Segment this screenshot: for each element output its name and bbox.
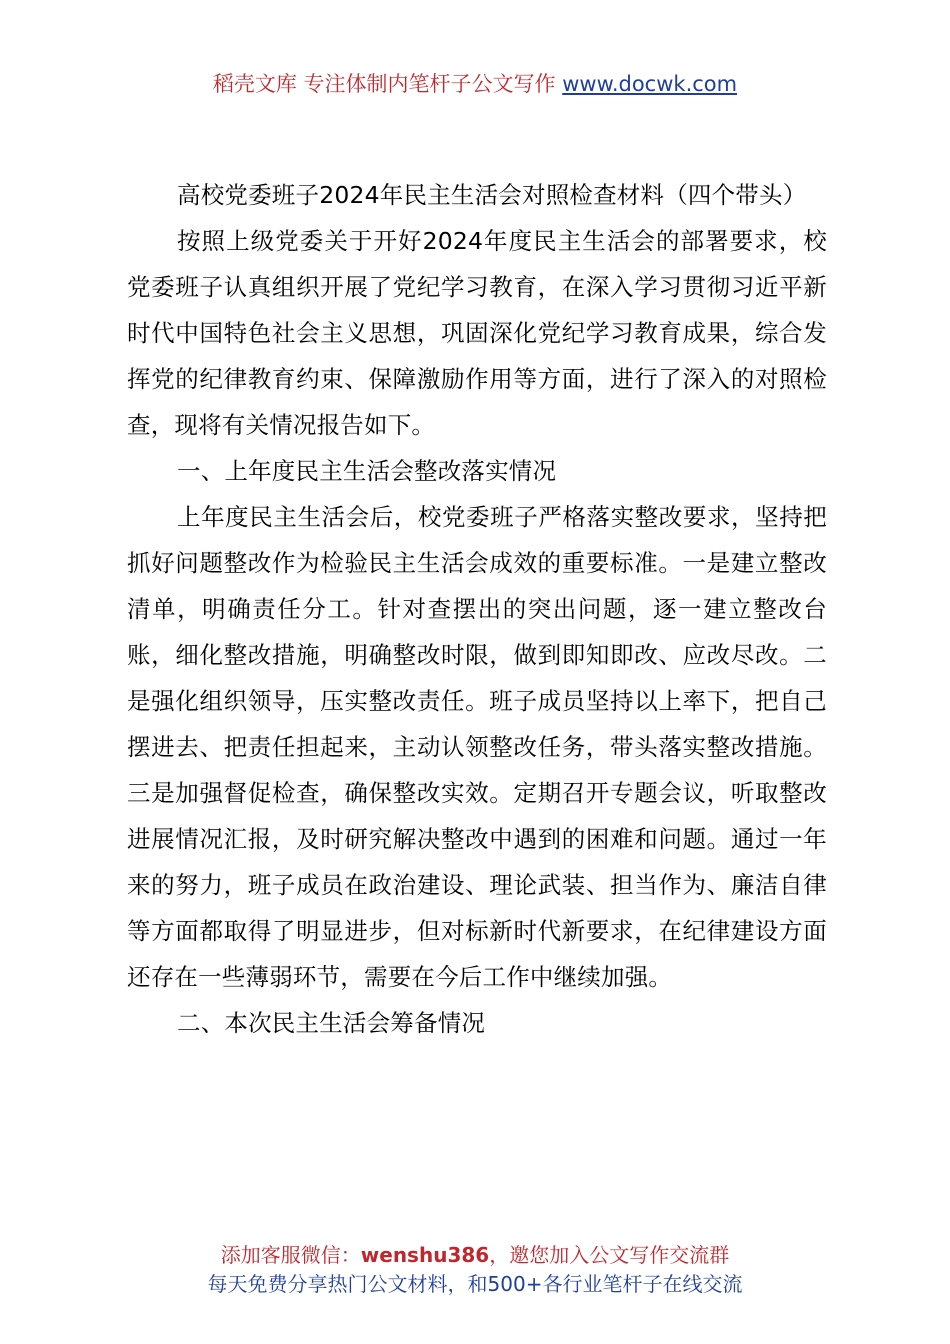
document-title: 高校党委班子2024年民主生活会对照检查材料（四个带头）	[177, 181, 807, 209]
footer-banner	[0, 1241, 950, 1299]
section-1-paragraph: 上年度民主生活会后，校党委班子严格落实整改要求，坚持把抓好问题整改作为检验民主生活会成效的重要标准。一是建立整改清单，明确责任分工。针对查摆出的突出问题，逐一建立整改台账，细化整改措施，明确整改时限，做到即知即改、应改尽改。二是强化组织领导，压实整改责任。班子成员坚持以上率下，把自己摆进去、把责任担起来，主动认领整改任务，带头落实整改措施。三是加强督促检查，确保整改实效。定期召开专题会议，听取整改进展情况汇报，及时研究解决整改中遇到的困难和问题。通过一年来的努力，班子成员在政治建设、理论武装、担当作为、廉洁自律等方面都取得了明显进步，但对标新时代新要求，在纪律建设方面还存在一些薄弱环节，需要在今后工作中继续加强。	[127, 503, 827, 991]
section-2-heading: 二、本次民主生活会筹备情况	[177, 1009, 486, 1037]
header-brand-text: 稻壳文库 专注体制内笔杆子公文写作	[212, 72, 563, 96]
footer-wechat-prefix: 添加客服微信：	[220, 1243, 361, 1267]
footer-line-1	[0, 1241, 950, 1270]
header-url-link[interactable]: www.docwk.com	[562, 72, 738, 96]
footer-wechat-suffix: ，邀您加入公文写作交流群	[489, 1243, 730, 1267]
section-1-heading: 一、上年度民主生活会整改落实情况	[177, 457, 557, 485]
document-body	[127, 172, 827, 1046]
header-banner	[0, 70, 950, 98]
footer-wechat-id: wenshu386	[360, 1243, 490, 1267]
intro-paragraph: 按照上级党委关于开好2024年度民主生活会的部署要求，校党委班子认真组织开展了党纪学习教育，在深入学习贯彻习近平新时代中国特色社会主义思想，巩固深化党纪学习教育成果，综合发挥党的纪律教育约束、保障激励作用等方面，进行了深入的对照检查，现将有关情况报告如下。	[127, 227, 827, 439]
footer-line-2: 每天免费分享热门公文材料，和500+各行业笔杆子在线交流	[207, 1272, 743, 1296]
